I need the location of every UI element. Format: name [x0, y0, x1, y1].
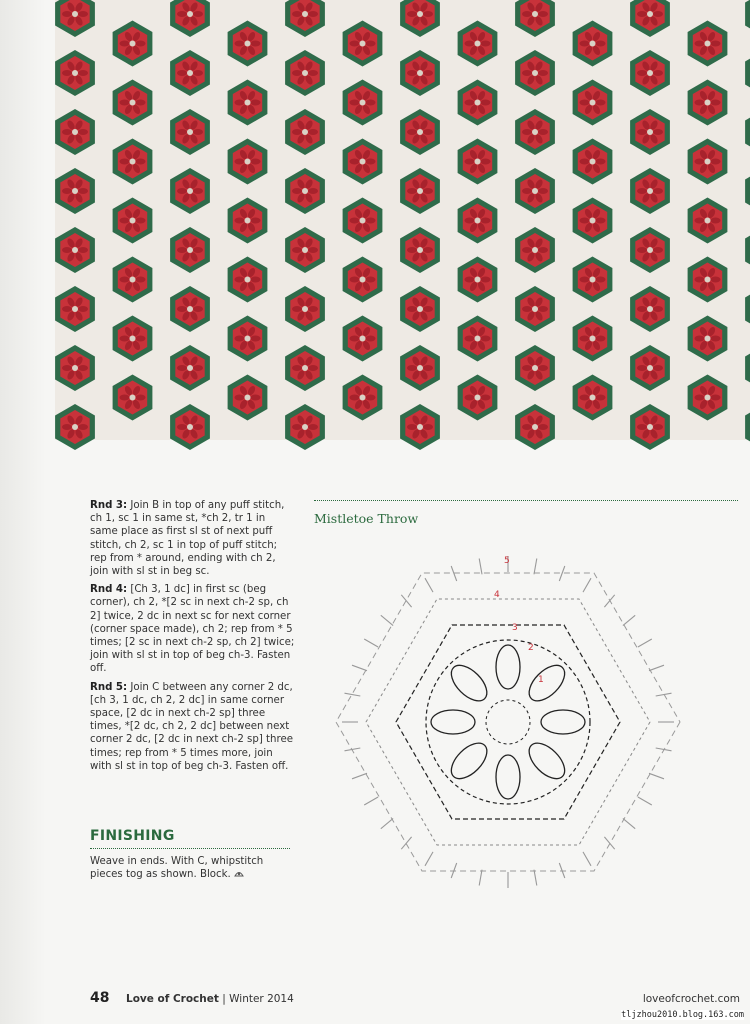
dc-stitch: [381, 818, 393, 828]
pattern-instructions: [90, 499, 295, 778]
crochet-stitch-diagram: [318, 532, 698, 912]
puff-stitch: [523, 737, 571, 785]
dc-stitch: [479, 870, 482, 886]
dc-stitch: [638, 797, 652, 805]
puff-stitch: [496, 645, 520, 689]
round-5-label: Rnd 5:: [90, 681, 128, 693]
round-number-5: 5: [504, 556, 510, 566]
puff-stitch: [445, 659, 493, 707]
round-2-outline: [426, 640, 590, 804]
round-3-text: Join B in top of any puff stitch, ch 1, sc 1 in same st, *ch 2, tr 1 in same place as first sl st of next puff stitch, ch 2, sc 1 in top of puff stitch; rep from * around, ending with ch 2, join with sl st in beg sc.: [90, 500, 285, 578]
puff-stitch: [431, 710, 475, 734]
finishing-heading: FINISHING: [90, 828, 175, 844]
finishing-text: Weave in ends. With C, whipstitch pieces tog as shown. Block.: [90, 856, 264, 881]
dc-stitch: [649, 665, 664, 671]
round-number-3: 3: [512, 623, 518, 633]
chart-divider: [314, 500, 738, 501]
puff-stitch: [541, 710, 585, 734]
dc-stitch: [364, 797, 378, 805]
round-4-outline: [366, 599, 650, 845]
dc-stitch: [656, 693, 672, 696]
website-url: loveofcrochet.com: [642, 993, 740, 1005]
dc-stitch: [534, 559, 537, 575]
round-1-outline: [486, 700, 530, 744]
round-3-instruction: [90, 499, 295, 578]
hexagon-motif-grid: [55, 0, 750, 450]
round-number-1: 1: [538, 675, 544, 685]
finishing-text-block: [90, 855, 295, 881]
dc-stitch: [604, 595, 614, 607]
dc-stitch: [364, 639, 378, 647]
magazine-issue: | Winter 2014: [218, 993, 294, 1005]
finishing-divider: [90, 848, 290, 849]
watermark-text: tljzhou2010.blog.163.com: [621, 1010, 744, 1020]
dc-stitch: [638, 639, 652, 647]
chart-title: Mistletoe Throw: [314, 511, 419, 526]
dc-stitch: [352, 665, 367, 671]
dc-stitch: [534, 870, 537, 886]
round-5-text: Join C between any corner 2 dc, [ch 3, 1 dc, ch 2, 2 dc] in same corner space, [2 dc in next ch-2 sp] three times, *[2 dc, ch 2, 2 dc] between next corner 2 dc, [2 dc in next ch-2 sp] three times; rep from * 5 times more, join with sl st in top of beg ch-3. Fasten off.: [90, 681, 293, 772]
round-3-label: Rnd 3:: [90, 500, 128, 511]
dc-stitch: [425, 852, 433, 866]
puff-stitch: [523, 659, 571, 707]
dc-stitch: [345, 693, 361, 696]
round-number-2: 2: [528, 643, 534, 653]
round-5-instruction: [90, 681, 295, 773]
round-3-outline: [396, 625, 620, 819]
magazine-name: Love of Crochet: [126, 993, 219, 1005]
end-mark-icon: [234, 868, 244, 878]
dc-stitch: [649, 773, 664, 779]
magazine-credit: [126, 993, 294, 1005]
dc-stitch: [623, 615, 635, 625]
round-4-instruction: [90, 583, 295, 675]
dc-stitch: [583, 578, 591, 592]
dc-stitch: [623, 818, 635, 828]
dc-stitch: [352, 773, 367, 779]
binding-gutter: [0, 0, 46, 1024]
round-4-label: Rnd 4:: [90, 584, 128, 596]
round-4-text: [Ch 3, 1 dc] in first sc (beg corner), ch 2, *[2 sc in next ch-2 sp, ch 2] twice, 2 dc in next sc for next corner (corner space made), ch 2; rep from * 5 times; [2 sc in next ch-2 sp, ch 2] twice; join with sl st in top of beg ch-3. Fasten off.: [90, 584, 295, 675]
round-5-outline: [336, 573, 680, 871]
dc-stitch: [425, 578, 433, 592]
round-number-4: 4: [494, 590, 500, 600]
dc-stitch: [381, 615, 393, 625]
page-number: 48: [90, 990, 110, 1006]
puff-stitch: [496, 755, 520, 799]
dc-stitch: [583, 852, 591, 866]
diagram-stitches: [336, 556, 680, 888]
puff-stitch: [445, 737, 493, 785]
dc-stitch: [479, 559, 482, 575]
throw-photo: [55, 0, 750, 470]
